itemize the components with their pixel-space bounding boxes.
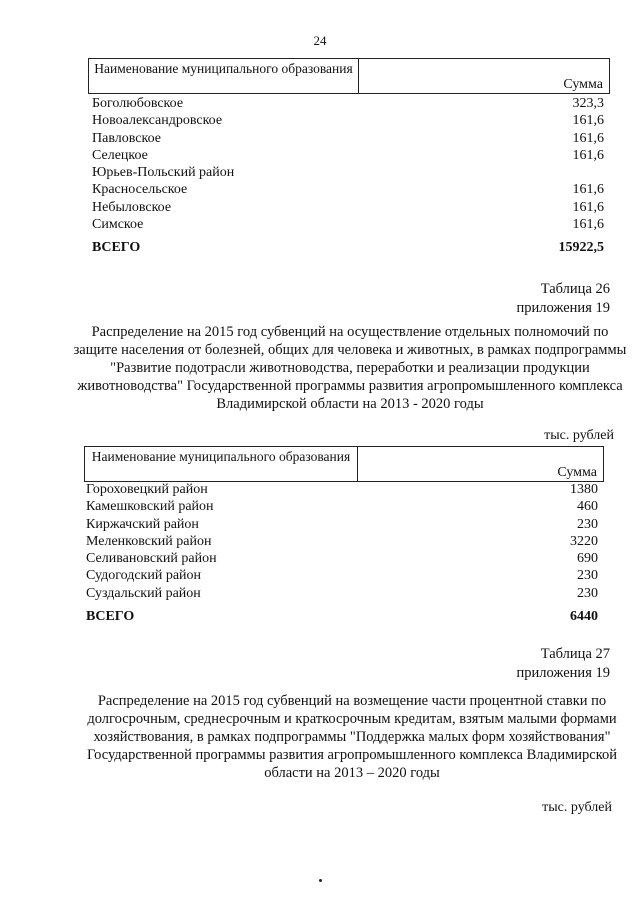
row-value: 161,6 [572, 199, 604, 215]
row-name: Гороховецкий район [86, 482, 208, 497]
row-name: Небыловское [92, 199, 172, 215]
appendix-label: приложения 19 [516, 300, 610, 316]
row-value: 161,6 [572, 130, 604, 146]
table27-units: тыс. рублей [542, 800, 612, 815]
page-number: 24 [313, 33, 327, 48]
table27-title: Распределение на 2015 год субвенций на возмещение части процентной ставки по долгосрочным, среднесрочным и краткосрочным кредитам, взятым малыми формами хозяйствования, в рамках подпрограммы "Поддержка малых форм хозяйствования" Государственной программы развития агропромышленного комплекса Владимирской области на 2013 – 2020 годы [86, 693, 618, 781]
row-value: 161,6 [572, 217, 604, 233]
row-value: 230 [577, 568, 598, 584]
table1-header [88, 58, 610, 94]
table27-caption [517, 645, 610, 683]
table1-header-name: Наименование муниципального образования [89, 59, 359, 93]
table1-body [92, 95, 604, 257]
row-name: Новоалександровское [92, 113, 223, 129]
table1-total-row [92, 239, 604, 256]
table2-header [84, 446, 604, 482]
row-name: Селецкое [92, 147, 148, 163]
table26-caption [517, 280, 610, 318]
table-row [86, 550, 598, 567]
table-row [92, 130, 604, 147]
row-name: Судогодский район [86, 568, 202, 584]
table-row [86, 533, 598, 550]
table2-header-sum: Сумма [557, 465, 597, 480]
table26-units: тыс. рублей [544, 428, 614, 443]
row-value: 3220 [570, 533, 598, 549]
table-row [86, 585, 598, 602]
total-value: 6440 [570, 609, 598, 625]
total-value: 15922,5 [558, 240, 604, 256]
row-name: Красносельское [92, 182, 188, 198]
table-row [86, 498, 598, 515]
row-name: Меленковский район [86, 533, 212, 549]
row-name: Юрьев-Польский район [92, 165, 235, 181]
table-row [92, 95, 604, 112]
row-value: 460 [577, 499, 598, 515]
row-value: 1380 [570, 482, 598, 497]
row-value: 161,6 [572, 147, 604, 163]
table2-total-row [86, 608, 598, 625]
row-name: Симское [92, 217, 144, 233]
table-row [92, 147, 604, 164]
row-value: 161,6 [572, 113, 604, 129]
row-value: 230 [577, 585, 598, 601]
row-value: 230 [577, 516, 598, 532]
table-row [92, 199, 604, 216]
row-value: 690 [577, 551, 598, 567]
table-row [92, 112, 604, 129]
total-label: ВСЕГО [92, 240, 141, 256]
appendix-label: приложения 19 [516, 665, 610, 681]
row-value: 323,3 [572, 96, 604, 111]
row-name: Павловское [92, 130, 161, 146]
row-name: Селивановский район [86, 551, 217, 567]
table2-header-name: Наименование муниципального образования [85, 447, 358, 481]
scan-speck [319, 879, 322, 882]
row-name: Суздальский район [86, 585, 201, 601]
table2-body [86, 481, 598, 625]
table-row [92, 216, 604, 233]
table-label: Таблица 27 [540, 646, 610, 662]
table2-header-sum-cell [358, 447, 603, 481]
row-name: Киржачский район [86, 516, 199, 532]
table-row [92, 164, 604, 181]
table-row [86, 516, 598, 533]
row-name: Камешковский район [86, 499, 214, 515]
table-row [86, 567, 598, 584]
table1-header-sum-cell [359, 59, 609, 93]
table-label: Таблица 26 [540, 281, 610, 297]
table-row [86, 481, 598, 498]
table26-title: Распределение на 2015 год субвенций на осуществление отдельных полномочий по защите населения от болезней, общих для человека и животных, в рамках подпрограммы "Развитие подотрасли животноводства, переработки и реализации продукции животноводства" Государственной программы развития агропромышленного комплекса Владимирской области на 2013 - 2020 годы [73, 324, 627, 412]
table1-header-sum: Сумма [563, 77, 603, 92]
row-value: 161,6 [572, 182, 604, 198]
table-row [92, 181, 604, 198]
total-label: ВСЕГО [86, 609, 135, 625]
row-name: Боголюбовское [92, 96, 184, 111]
